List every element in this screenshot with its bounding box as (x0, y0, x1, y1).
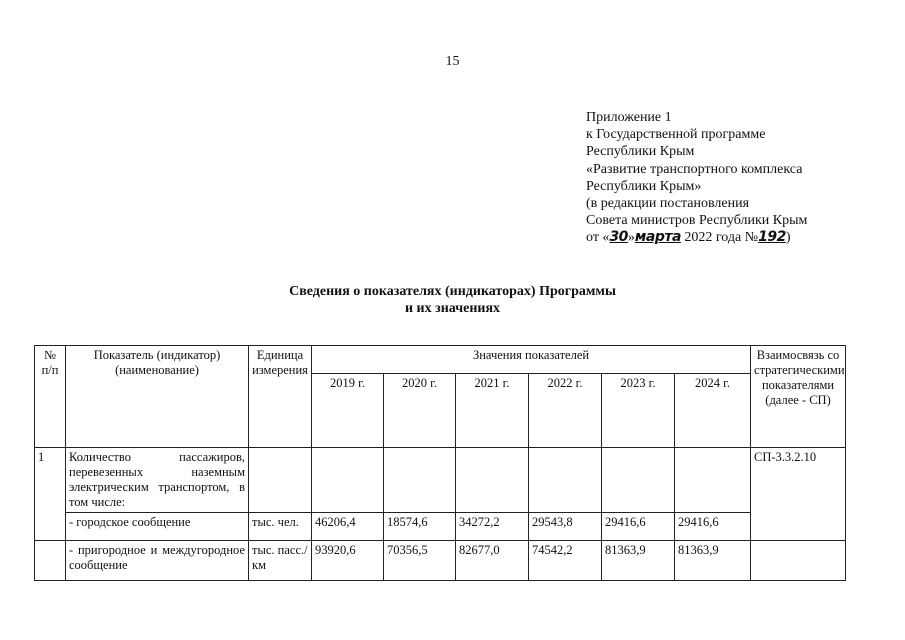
indicator-name: - городское сообщение (66, 513, 249, 541)
value-cell: 93920,6 (312, 541, 384, 581)
appendix-date-line (586, 229, 807, 246)
strategic-link-cell: СП-3.3.2.10 (751, 448, 846, 541)
indicators-table (34, 345, 846, 581)
title-line-1: Сведения о показателях (индикаторах) Программы (289, 284, 616, 299)
title-line-2: и их значениях (404, 301, 501, 316)
header-indicator: Показатель (индикатор) (наименование) (66, 346, 249, 448)
value-cell: 46206,4 (312, 513, 384, 541)
header-year: 2023 г. (602, 374, 675, 448)
unit-cell: тыс. пасс./км (249, 541, 312, 581)
header-number: № п/п (35, 346, 66, 448)
handwritten-day: 30 (609, 229, 628, 246)
value-cell: 29543,8 (529, 513, 602, 541)
header-year: 2024 г. (675, 374, 751, 448)
handwritten-number: 192 (758, 229, 786, 246)
value-cell: 82677,0 (456, 541, 529, 581)
value-cell: 74542,2 (529, 541, 602, 581)
appendix-block (586, 109, 807, 247)
table-row (35, 448, 846, 513)
value-cell: 81363,9 (675, 541, 751, 581)
appendix-line: Приложение 1 (586, 110, 672, 125)
appendix-line: Совета министров Республики Крым (586, 213, 808, 229)
appendix-line: к Государственной программе (586, 127, 766, 143)
header-year: 2020 г. (384, 374, 456, 448)
row-number (35, 541, 66, 581)
header-year: 2021 г. (456, 374, 529, 448)
header-values: Значения показателей (312, 346, 751, 374)
value-cell (312, 448, 384, 513)
unit-cell: тыс. чел. (249, 513, 312, 541)
document-title (0, 283, 905, 317)
value-cell: 70356,5 (384, 541, 456, 581)
appendix-line: (в редакции постановления (586, 196, 750, 212)
handwritten-month: марта (634, 229, 681, 246)
header-unit: Единица измерения (249, 346, 312, 448)
unit-cell (249, 448, 312, 513)
appendix-line: Республики Крым» (586, 178, 702, 194)
value-cell (456, 448, 529, 513)
value-cell (529, 448, 602, 513)
appendix-line: Республики Крым (586, 144, 695, 160)
value-cell: 29416,6 (675, 513, 751, 541)
row-number: 1 (35, 448, 66, 541)
indicator-name: Количество пассажиров, перевезенных наземным электрическим транспортом, в том числе: (66, 448, 249, 513)
header-strategic-link: Взаимосвязь со стратегическими показателями (далее - СП) (751, 346, 846, 448)
date-prefix: от « (586, 230, 610, 246)
date-close: ) (785, 230, 791, 246)
header-year: 2022 г. (529, 374, 602, 448)
appendix-line: «Развитие транспортного комплекса (586, 161, 803, 177)
value-cell (675, 448, 751, 513)
value-cell (602, 448, 675, 513)
date-year: 2022 года № (680, 230, 759, 246)
value-cell: 29416,6 (602, 513, 675, 541)
value-cell: 18574,6 (384, 513, 456, 541)
value-cell (384, 448, 456, 513)
value-cell: 81363,9 (602, 541, 675, 581)
table-row (35, 541, 846, 581)
value-cell: 34272,2 (456, 513, 529, 541)
table-row (35, 513, 846, 541)
header-year: 2019 г. (312, 374, 384, 448)
page-number: 15 (445, 54, 460, 69)
date-mid: » (627, 230, 635, 246)
strategic-link-cell (751, 541, 846, 581)
indicator-name: - пригородное и междугородное сообщение (66, 541, 249, 581)
